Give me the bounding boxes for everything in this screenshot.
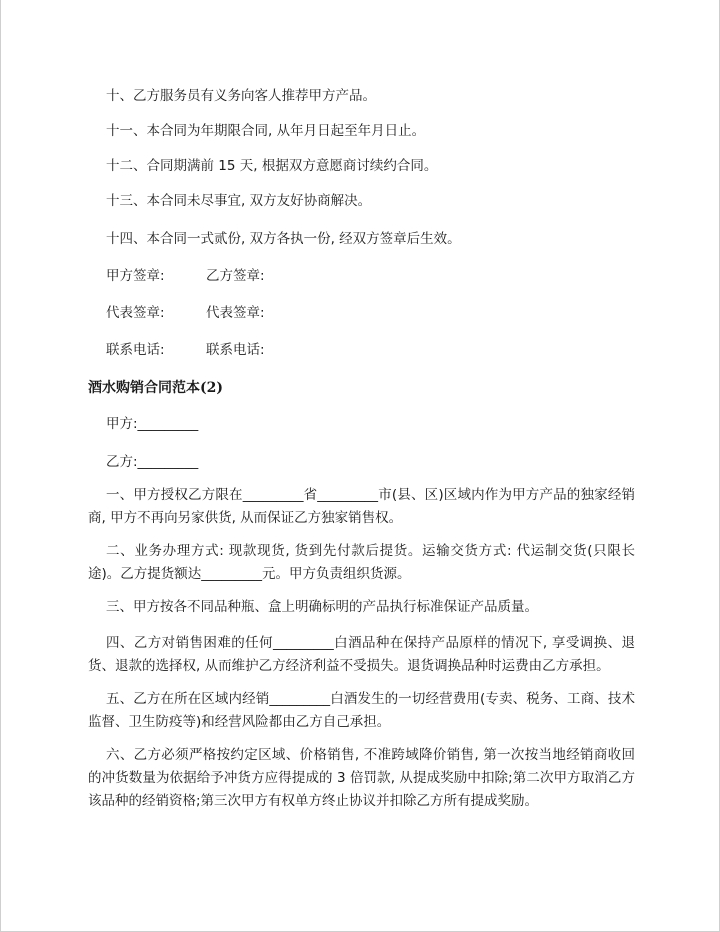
clause-6: 六、乙方必须严格按约定区域、价格销售, 不准跨域降价销售, 第一次按当地经销商收回的冲货数量为依据给予冲货方应得提成的 3 倍罚款, 从提成奖励中扣除;第二次甲方取消乙方该品种的经销资格;第三次甲方有权单方终止协议并扣除乙方所有提成奖励。	[88, 747, 635, 809]
signature-row-phone	[106, 339, 265, 361]
signature-row-representative	[106, 302, 265, 324]
clause-13: 十三、本合同未尽事宜, 双方友好协商解决。	[106, 193, 372, 209]
signature-row-stamp	[106, 265, 265, 287]
clause-1: 一、甲方授权乙方限在_________省_________市(县、区)区域内作为甲方产品的独家经销商, 甲方不再向另家供货, 从而保证乙方独家销售权。	[88, 487, 635, 526]
party-b-stamp-label: 乙方签章:	[206, 268, 265, 284]
clause-2: 二、业务办理方式: 现款现货, 货到先付款后提货。运输交货方式: 代运制交货(只限长途)。乙方提货额达_________元。甲方负责组织货源。	[88, 543, 635, 582]
clause-5: 五、乙方在所在区域内经销_________白酒发生的一切经营费用(专卖、税务、工商、技术监督、卫生防疫等)和经营风险都由乙方自己承担。	[88, 691, 635, 730]
clause-10: 十、乙方服务员有义务向客人推荐甲方产品。	[106, 88, 376, 104]
clause-11: 十一、本合同为年期限合同, 从年月日起至年月日止。	[106, 123, 426, 139]
clause-14: 十四、本合同一式贰份, 双方各执一份, 经双方签章后生效。	[106, 231, 461, 247]
party-b-phone-label: 联系电话:	[206, 342, 265, 358]
party-a-rep-label: 代表签章:	[106, 305, 165, 321]
party-a-phone-label: 联系电话:	[106, 342, 165, 358]
clause-3: 三、甲方按各不同品种瓶、盒上明确标明的产品执行标准保证产品质量。	[106, 599, 538, 615]
clause-4: 四、乙方对销售困难的任何_________白酒品种在保持产品原样的情况下, 享受调换、退货、退款的选择权, 从而维护乙方经济利益不受损失。退货调换品种时运费由乙方承担。	[88, 635, 635, 674]
clause-12: 十二、合同期满前 15 天, 根据双方意愿商讨续约合同。	[106, 158, 438, 174]
party-b-line: 乙方:_________	[106, 454, 199, 470]
section-title: 酒水购销合同范本(2)	[88, 380, 223, 396]
party-b-rep-label: 代表签章:	[206, 305, 265, 321]
party-a-line: 甲方:_________	[106, 416, 199, 432]
party-a-stamp-label: 甲方签章:	[106, 268, 165, 284]
